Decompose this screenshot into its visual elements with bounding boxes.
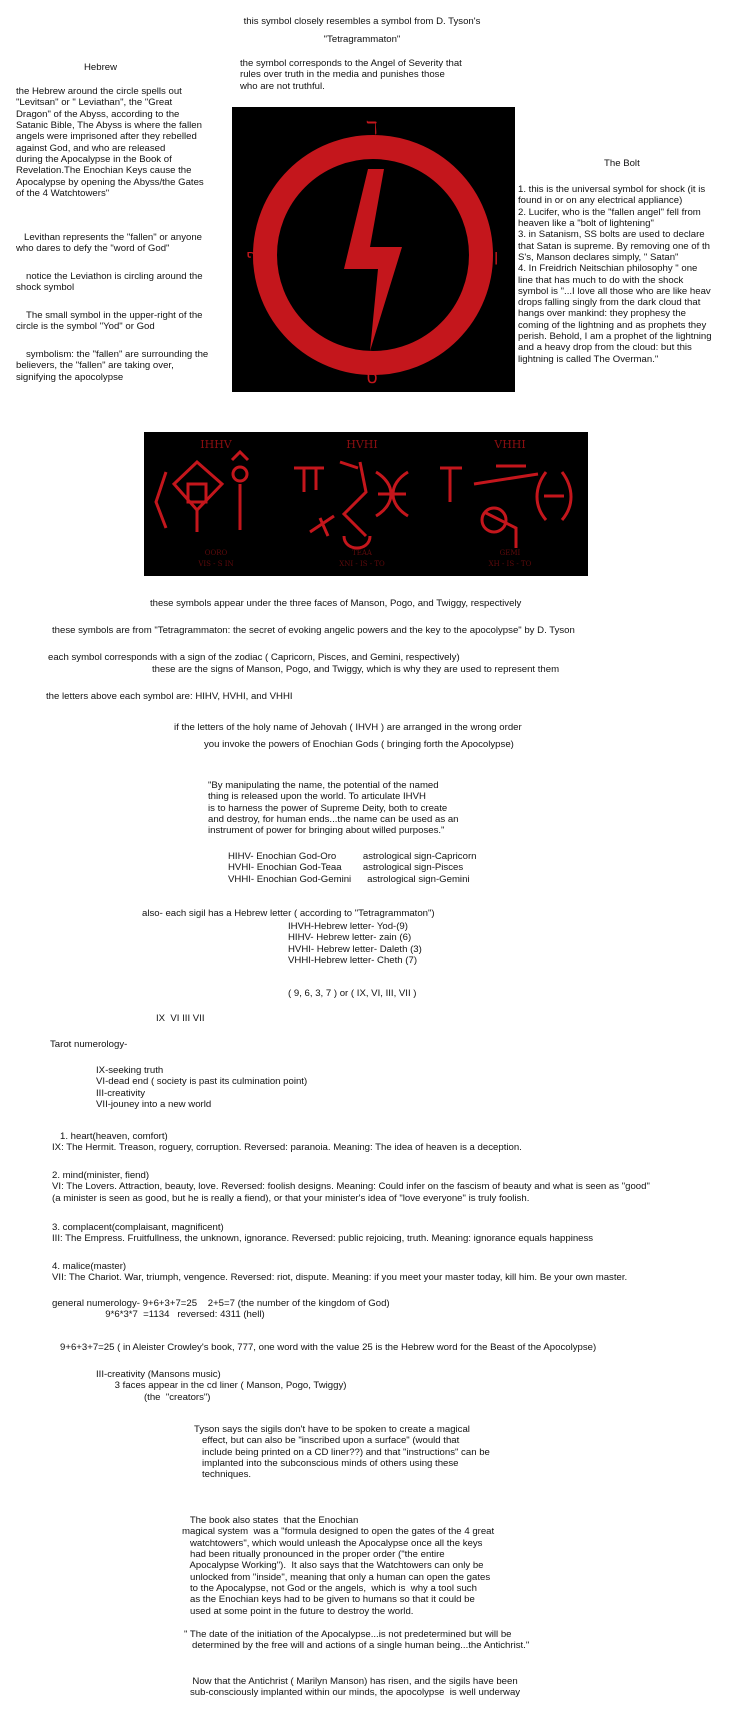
antichrist-paragraph: Now that the Antichrist ( Marilyn Manson) has risen, and the sigils have been sub-consciously implanted within our minds, the apocolypse is well underway	[190, 1676, 521, 1699]
tarot-malice: 4. malice(master) VII: The Chariot. War, triumph, vengence. Reversed: riot, dispute. Meaning: if you meet your master today, kill him. Be your own master.	[52, 1261, 628, 1284]
svg-text:ן: ן	[494, 246, 499, 265]
severity-text: the symbol corresponds to the Angel of Severity that rules over truth in the media and punishes those who are not truthful.	[240, 58, 462, 92]
enochian-sigils-icon	[144, 432, 588, 576]
hebrew-para-4: The small symbol in the upper-right of the circle is the symbol "Yod" or God	[16, 310, 203, 333]
tarot-complacent: 3. complacent(complaisant, magnificent) III: The Empress. Fruitfullness, the unknown, ignorance. Reversed: public rejoicing, truth. Meaning: ignorance equals happiness	[52, 1222, 594, 1245]
crowley-line: 9+6+3+7=25 ( in Aleister Crowley's book, 777, one word with the value 25 is the Hebrew word for the Beast of the Apocolypse)	[60, 1342, 597, 1353]
letters-line: the letters above each symbol are: HIHV, HVHI, and VHHI	[46, 691, 293, 702]
tarot-list: IX-seeking truth VI-dead end ( society is past its culmination point) III-creativity VII-jouney into a new world	[96, 1065, 308, 1110]
sigil-pisces	[294, 462, 408, 548]
sigil-head-3: VHHI	[494, 438, 526, 451]
sigil-capricorn	[156, 452, 248, 532]
faces-line: these symbols appear under the three faces of Manson, Pogo, and Twiggy, respectively	[150, 598, 522, 609]
svg-text:ℸ: ℸ	[366, 118, 378, 139]
svg-text:ס: ס	[366, 367, 378, 388]
enochian-gods: HIHV- Enochian God-Oro astrological sign-Capricorn HVHI- Enochian God-Teaa astrological sign-Pisces VHHI- Enochian God-Gemini astrological sign-Gemini	[228, 851, 477, 885]
svg-text:OORO: OORO	[204, 549, 228, 557]
jehovah-line-1: if the letters of the holy name of Jehovah ( IHVH ) are arranged in the wrong order	[174, 722, 522, 733]
bolt-text: 1. this is the universal symbol for shock (it is found in or on any electrical appliance) 2. Lucifer, who is the "fallen angel" fell from heaven like a "bolt of lightening" 3. in Satanism, SS bolts are used to declare that Satan is supreme. By removing one of th S's, Manson declares simply, " Satan" 4. In Freidrich Neitschian philosophy " one line that has much to do with the shock symbol is "...I love all those who are like heav drops falling singly from the dark cloud that hangs over mankind: they prophesy the coming of the lightning and as prophets they perish. Behold, I am a prophet of the lightning and a heavy drop from the cloud: but this lightning is called The Overman."	[518, 184, 712, 365]
svg-text:XNI - IS - TO: XNI - IS - TO	[339, 560, 385, 568]
svg-text:ף: ף	[246, 246, 257, 265]
intro-line-2: "Tetragrammaton"	[323, 34, 401, 45]
shock-circle-icon	[232, 107, 515, 392]
svg-text:TEAA: TEAA	[352, 549, 372, 557]
hebrew-letter-intro: also- each sigil has a Hebrew letter ( according to "Tetragrammaton")	[142, 908, 435, 919]
svg-text:VIS - S IN: VIS - S IN	[198, 560, 234, 568]
tarot-heart: 1. heart(heaven, comfort) IX: The Hermit. Treason, roguery, corruption. Reversed: paranoia. Meaning: The idea of heaven is a deception.	[52, 1131, 522, 1154]
svg-text:XH - IS - TO: XH - IS - TO	[488, 560, 532, 568]
sigil-head-1: IHHV	[200, 438, 232, 451]
hebrew-para-1: the Hebrew around the circle spells out "Levitsan" or " Leviathan", the "Great Dragon" of the Abyss, according to the Satanic Bible, The Abyss is where the fallen angels were imprisoned after they rebelled against God, and who are released during the Apocalypse in the Book of Revelation.The Enochian Keys cause the Apocalypse by opening the Abyss/the Gates of the 4 Watchtowers"	[16, 86, 204, 199]
zodiac-line-2: these are the signs of Manson, Pogo, and Twiggy, which is why they are used to represent them	[152, 664, 560, 675]
hebrew-para-5: symbolism: the "fallen" are surrounding the believers, the "fallen" are taking over, signifying the apocolypse	[16, 349, 209, 383]
manipulating-quote: "By manipulating the name, the potential of the named thing is released upon the world. To articulate IHVH is to harness the power of Supreme Deity, both to create and destroy, for human ends...the name can be used as an instrument of power for bringing about willed purposes."	[208, 780, 459, 837]
enochian-book-paragraph: The book also states that the Enochian magical system was a "formula designed to open the gates of the 4 great watchtowers", which would unleash the Apocalypse once all the keys had been ritually pronounced in the proper order ("the entire Apocalypse Working"). It also says that the Watchtowers can only be unlocked from "inside", meaning that only a human can open the gates to the Apocalypse, not God or the angels, which is why a tool such as the Enochian keys had to be given to humans so that it could be used at some point in the future to destroy the world.	[182, 1515, 495, 1617]
tyson-paragraph: Tyson says the sigils don't have to be spoken to create a magical effect, but can also be "inscribed upon a surface" (would that include being printed on a CD liner??) and that "instructions" can be implanted into the subconscious minds of others using these techniques.	[194, 1424, 490, 1481]
apocalypse-date-quote: " The date of the initiation of the Apocalypse...is not predetermined but will be determined by the free will and actions of a single human being...the Antichrist."	[184, 1629, 530, 1652]
hebrew-para-2: Levithan represents the "fallen" or anyone who dares to defy the "word of God"	[16, 232, 203, 255]
number-set: ( 9, 6, 3, 7 ) or ( IX, VI, III, VII )	[288, 988, 417, 999]
jehovah-line-2: you invoke the powers of Enochian Gods ( bringing forth the Apocolypse)	[204, 739, 514, 750]
intro-line-1: this symbol closely resembles a symbol from D. Tyson's	[243, 16, 481, 27]
tarot-mind: 2. mind(minister, fiend) VI: The Lovers. Attraction, beauty, love. Reversed: foolish designs. Meaning: Could infer on the fascism of beauty and what is seen as "good" (a minister is seen as good, but he is really a fiend), or that your minister's idea of "love everyone" is truly foolish.	[52, 1170, 650, 1204]
hebrew-title: Hebrew	[84, 62, 118, 73]
zodiac-line-1: each symbol corresponds with a sign of the zodiac ( Capricorn, Pisces, and Gemini, respectively)	[48, 652, 460, 663]
roman-numerals: IX VI III VII	[156, 1013, 205, 1024]
bolt-title: The Bolt	[604, 158, 640, 169]
source-line: these symbols are from "Tetragrammaton: the secret of evoking angelic powers and the key to the apocolypse" by D. Tyson	[52, 625, 575, 636]
shock-symbol-image	[232, 107, 515, 392]
sigils-image	[144, 432, 588, 576]
sigil-head-2: HVHI	[346, 438, 378, 451]
general-numerology: general numerology- 9+6+3+7=25 2+5=7 (the number of the kingdom of God) 9*6*3*7 =1134 reversed: 4311 (hell)	[52, 1298, 390, 1321]
sigil-gemini	[440, 466, 571, 548]
hebrew-letters-list: IHVH-Hebrew letter- Yod-(9) HIHV- Hebrew letter- zain (6) HVHI- Hebrew letter- Daleth (3) VHHI-Hebrew letter- Cheth (7)	[288, 921, 422, 966]
tarot-title: Tarot numerology-	[50, 1039, 128, 1050]
svg-text:GEMI: GEMI	[499, 549, 521, 557]
hebrew-para-3: notice the Leviathon is circling around the shock symbol	[16, 271, 203, 294]
creativity-section: III-creativity (Mansons music) 3 faces appear in the cd liner ( Manson, Pogo, Twiggy) (the "creators")	[96, 1369, 347, 1403]
